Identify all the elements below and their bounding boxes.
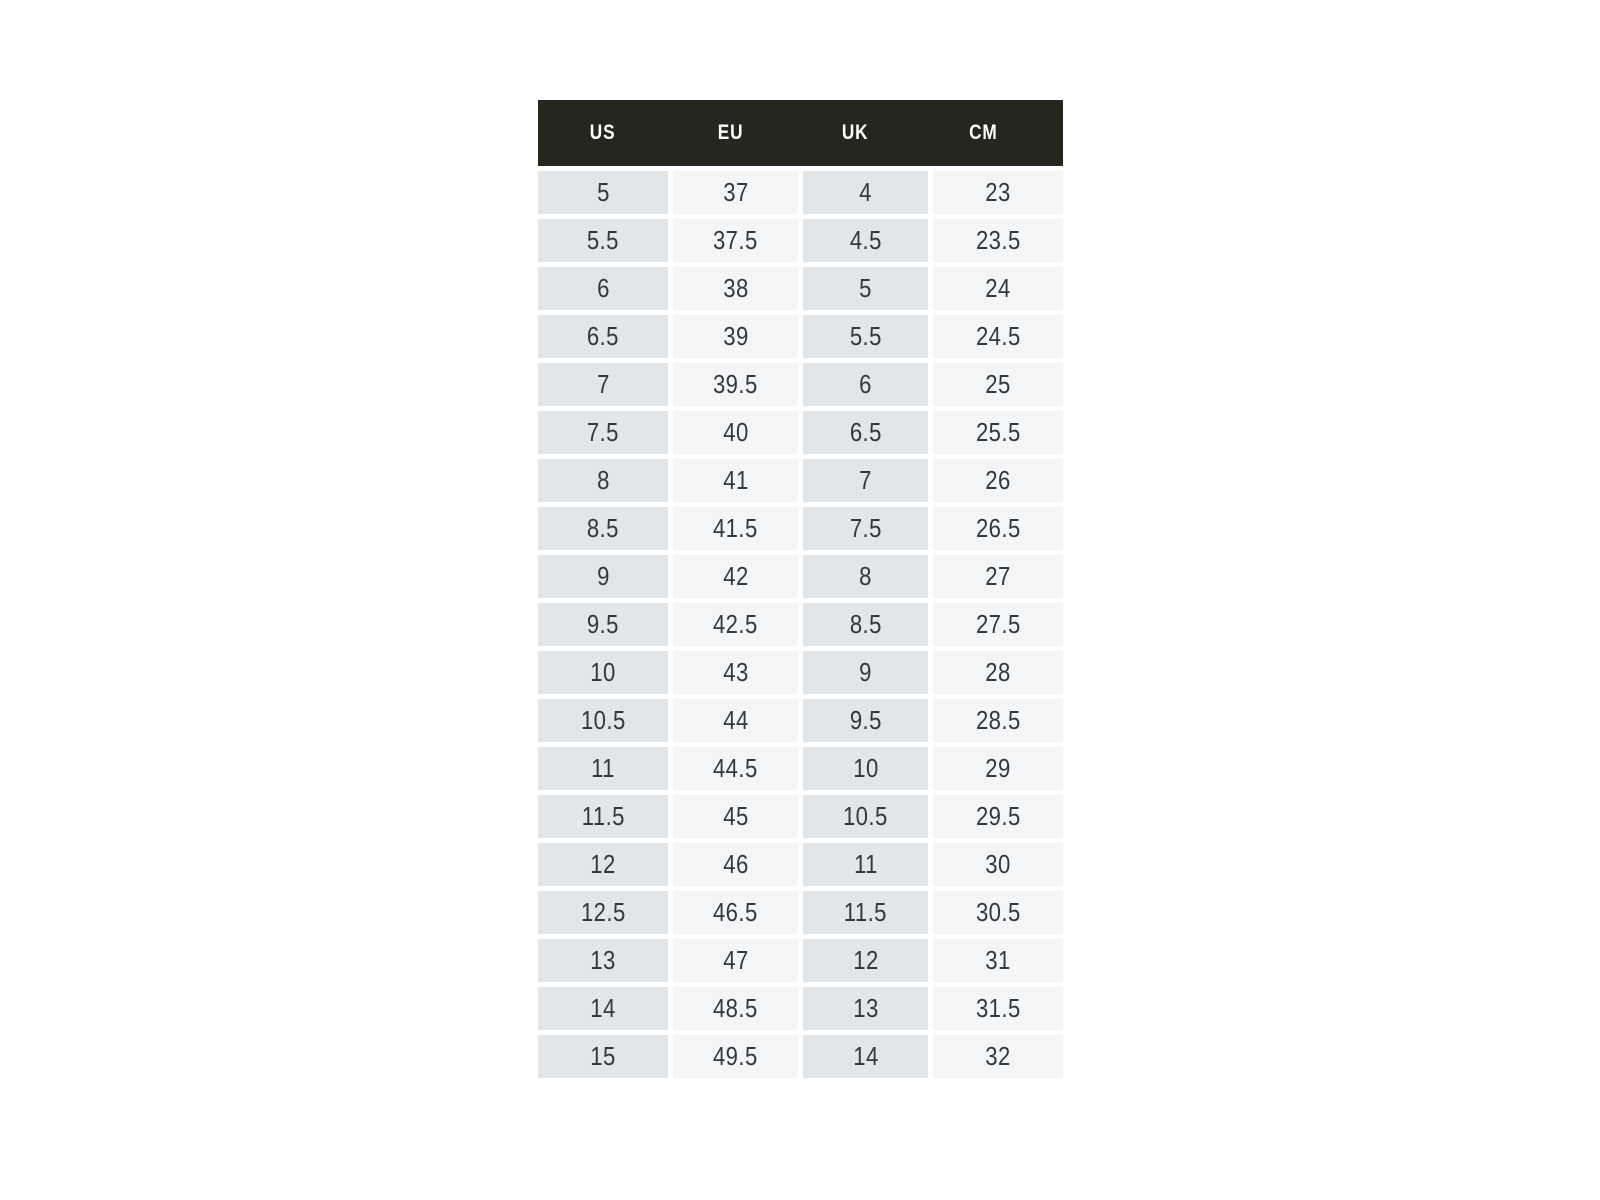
cell-us bbox=[538, 843, 668, 886]
cell-us bbox=[538, 795, 668, 838]
cell-value: 9 bbox=[596, 561, 610, 591]
cell-cm bbox=[933, 603, 1063, 646]
table-row bbox=[538, 603, 1063, 646]
cell-value: 14 bbox=[590, 993, 616, 1023]
cell-uk bbox=[803, 795, 928, 838]
cell-value: 6.5 bbox=[586, 321, 620, 351]
cell-eu bbox=[673, 699, 798, 742]
header-cell-eu bbox=[668, 100, 793, 166]
cell-value: 8.5 bbox=[849, 609, 882, 639]
cell-uk bbox=[803, 699, 928, 742]
cell-value: 49.5 bbox=[713, 1041, 758, 1071]
table-row bbox=[538, 171, 1063, 214]
cell-value: 10.5 bbox=[580, 705, 626, 735]
header-cell-us bbox=[538, 100, 668, 166]
cell-value: 8.5 bbox=[586, 513, 620, 543]
cell-us bbox=[538, 603, 668, 646]
table-row bbox=[538, 555, 1063, 598]
table-row bbox=[538, 219, 1063, 262]
table-row bbox=[538, 795, 1063, 838]
table-header bbox=[538, 100, 1063, 166]
cell-value: 12 bbox=[852, 945, 879, 975]
cell-us bbox=[538, 747, 668, 790]
cell-value: 29.5 bbox=[975, 801, 1021, 831]
cell-uk bbox=[803, 651, 928, 694]
cell-value: 25 bbox=[985, 369, 1011, 399]
cell-value: 30 bbox=[985, 849, 1011, 879]
cell-value: 31 bbox=[985, 945, 1011, 975]
header-cell-uk bbox=[793, 100, 918, 166]
cell-value: 24.5 bbox=[975, 321, 1021, 351]
cell-us bbox=[538, 363, 668, 406]
cell-value: 11 bbox=[853, 849, 878, 879]
cell-us bbox=[538, 171, 668, 214]
header-label-cm: CM bbox=[968, 121, 998, 144]
cell-uk bbox=[803, 939, 928, 982]
cell-value: 5.5 bbox=[586, 225, 620, 255]
cell-uk bbox=[803, 603, 928, 646]
cell-eu bbox=[673, 747, 798, 790]
cell-value: 12 bbox=[590, 849, 616, 879]
cell-cm bbox=[933, 459, 1063, 502]
cell-value: 39.5 bbox=[713, 369, 758, 399]
cell-value: 40 bbox=[722, 417, 749, 447]
cell-value: 7.5 bbox=[849, 513, 882, 543]
cell-value: 44 bbox=[722, 705, 749, 735]
cell-cm bbox=[933, 555, 1063, 598]
cell-value: 15 bbox=[590, 1041, 616, 1071]
size-conversion-table bbox=[538, 100, 1063, 1078]
cell-value: 44.5 bbox=[713, 753, 758, 783]
cell-value: 41.5 bbox=[713, 513, 758, 543]
cell-cm bbox=[933, 363, 1063, 406]
cell-eu bbox=[673, 651, 798, 694]
cell-eu bbox=[673, 603, 798, 646]
header-cell-cm bbox=[918, 100, 1048, 166]
table-row bbox=[538, 507, 1063, 550]
cell-value: 11.5 bbox=[843, 897, 888, 927]
cell-eu bbox=[673, 507, 798, 550]
cell-uk bbox=[803, 747, 928, 790]
cell-us bbox=[538, 891, 668, 934]
table-row bbox=[538, 891, 1063, 934]
cell-cm bbox=[933, 939, 1063, 982]
table-body bbox=[538, 171, 1063, 1078]
cell-value: 29 bbox=[985, 753, 1011, 783]
header-label-uk: UK bbox=[842, 121, 869, 144]
cell-cm bbox=[933, 651, 1063, 694]
cell-value: 27.5 bbox=[975, 609, 1021, 639]
table-row bbox=[538, 747, 1063, 790]
cell-value: 42 bbox=[722, 561, 749, 591]
cell-us bbox=[538, 939, 668, 982]
cell-cm bbox=[933, 219, 1063, 262]
cell-eu bbox=[673, 795, 798, 838]
cell-uk bbox=[803, 219, 928, 262]
cell-value: 7 bbox=[596, 369, 610, 399]
cell-value: 12.5 bbox=[580, 897, 626, 927]
cell-cm bbox=[933, 507, 1063, 550]
cell-uk bbox=[803, 315, 928, 358]
cell-value: 13 bbox=[852, 993, 879, 1023]
cell-cm bbox=[933, 267, 1063, 310]
cell-value: 13 bbox=[590, 945, 616, 975]
cell-uk bbox=[803, 987, 928, 1030]
cell-uk bbox=[803, 363, 928, 406]
cell-value: 26.5 bbox=[975, 513, 1021, 543]
cell-value: 31.5 bbox=[975, 993, 1021, 1023]
cell-value: 26 bbox=[985, 465, 1011, 495]
cell-eu bbox=[673, 843, 798, 886]
cell-value: 10.5 bbox=[843, 801, 888, 831]
cell-eu bbox=[673, 555, 798, 598]
cell-us bbox=[538, 555, 668, 598]
cell-uk bbox=[803, 171, 928, 214]
cell-value: 8 bbox=[596, 465, 610, 495]
cell-value: 4.5 bbox=[849, 225, 882, 255]
cell-value: 14 bbox=[852, 1041, 879, 1071]
cell-value: 8 bbox=[859, 561, 872, 591]
cell-value: 46 bbox=[722, 849, 749, 879]
header-label-us: US bbox=[590, 121, 616, 144]
cell-value: 5.5 bbox=[849, 321, 882, 351]
cell-value: 28.5 bbox=[975, 705, 1021, 735]
table-row bbox=[538, 987, 1063, 1030]
cell-value: 37.5 bbox=[713, 225, 758, 255]
cell-cm bbox=[933, 795, 1063, 838]
cell-value: 24 bbox=[985, 273, 1011, 303]
cell-cm bbox=[933, 1035, 1063, 1078]
cell-value: 10 bbox=[852, 753, 879, 783]
cell-value: 45 bbox=[722, 801, 749, 831]
cell-value: 9 bbox=[859, 657, 872, 687]
cell-value: 25.5 bbox=[975, 417, 1021, 447]
table-row bbox=[538, 1035, 1063, 1078]
cell-cm bbox=[933, 747, 1063, 790]
table-row bbox=[538, 411, 1063, 454]
cell-value: 46.5 bbox=[713, 897, 758, 927]
table-row bbox=[538, 363, 1063, 406]
cell-uk bbox=[803, 459, 928, 502]
cell-us bbox=[538, 459, 668, 502]
cell-us bbox=[538, 507, 668, 550]
cell-eu bbox=[673, 891, 798, 934]
cell-value: 6 bbox=[596, 273, 610, 303]
cell-value: 37 bbox=[722, 177, 749, 207]
cell-cm bbox=[933, 843, 1063, 886]
cell-value: 38 bbox=[722, 273, 749, 303]
cell-value: 32 bbox=[985, 1041, 1011, 1071]
cell-uk bbox=[803, 891, 928, 934]
cell-value: 5 bbox=[596, 177, 610, 207]
cell-us bbox=[538, 219, 668, 262]
cell-cm bbox=[933, 987, 1063, 1030]
cell-us bbox=[538, 315, 668, 358]
cell-us bbox=[538, 1035, 668, 1078]
cell-value: 10 bbox=[590, 657, 616, 687]
table-row bbox=[538, 459, 1063, 502]
cell-value: 11.5 bbox=[581, 801, 625, 831]
cell-uk bbox=[803, 267, 928, 310]
cell-uk bbox=[803, 411, 928, 454]
cell-eu bbox=[673, 219, 798, 262]
cell-value: 9.5 bbox=[586, 609, 620, 639]
cell-value: 39 bbox=[722, 321, 749, 351]
cell-value: 7.5 bbox=[586, 417, 620, 447]
cell-value: 23 bbox=[985, 177, 1011, 207]
cell-uk bbox=[803, 843, 928, 886]
cell-value: 42.5 bbox=[713, 609, 758, 639]
cell-us bbox=[538, 651, 668, 694]
cell-eu bbox=[673, 315, 798, 358]
table-row bbox=[538, 267, 1063, 310]
cell-eu bbox=[673, 363, 798, 406]
cell-eu bbox=[673, 939, 798, 982]
cell-value: 23.5 bbox=[975, 225, 1021, 255]
cell-eu bbox=[673, 1035, 798, 1078]
cell-eu bbox=[673, 267, 798, 310]
cell-value: 47 bbox=[722, 945, 749, 975]
cell-value: 30.5 bbox=[975, 897, 1021, 927]
cell-eu bbox=[673, 411, 798, 454]
table-row bbox=[538, 699, 1063, 742]
cell-value: 4 bbox=[859, 177, 872, 207]
table-row bbox=[538, 651, 1063, 694]
cell-value: 9.5 bbox=[849, 705, 882, 735]
cell-cm bbox=[933, 411, 1063, 454]
cell-eu bbox=[673, 459, 798, 502]
table-row bbox=[538, 939, 1063, 982]
cell-value: 48.5 bbox=[713, 993, 758, 1023]
cell-value: 41 bbox=[722, 465, 749, 495]
cell-value: 7 bbox=[859, 465, 872, 495]
cell-us bbox=[538, 987, 668, 1030]
header-label-eu: EU bbox=[717, 121, 744, 144]
cell-us bbox=[538, 699, 668, 742]
cell-value: 6.5 bbox=[849, 417, 882, 447]
table-row bbox=[538, 315, 1063, 358]
cell-value: 43 bbox=[722, 657, 749, 687]
cell-cm bbox=[933, 171, 1063, 214]
cell-uk bbox=[803, 507, 928, 550]
cell-cm bbox=[933, 315, 1063, 358]
cell-value: 27 bbox=[985, 561, 1011, 591]
cell-value: 28 bbox=[985, 657, 1011, 687]
table-row bbox=[538, 843, 1063, 886]
cell-eu bbox=[673, 171, 798, 214]
cell-cm bbox=[933, 891, 1063, 934]
cell-uk bbox=[803, 555, 928, 598]
cell-cm bbox=[933, 699, 1063, 742]
cell-value: 11 bbox=[591, 753, 615, 783]
cell-value: 6 bbox=[859, 369, 872, 399]
cell-us bbox=[538, 411, 668, 454]
cell-value: 5 bbox=[859, 273, 872, 303]
cell-uk bbox=[803, 1035, 928, 1078]
cell-us bbox=[538, 267, 668, 310]
cell-eu bbox=[673, 987, 798, 1030]
